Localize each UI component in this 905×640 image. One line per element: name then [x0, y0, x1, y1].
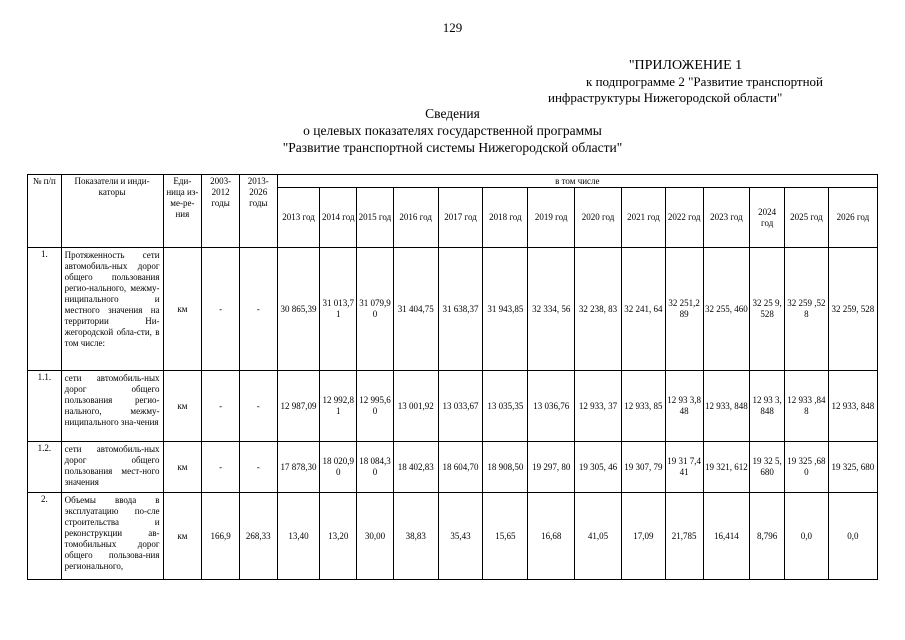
row-period-2013-2026: - [239, 371, 277, 442]
header-period-2013-2026: 2013-2026 годы [239, 175, 277, 248]
header-year: 2017 год [438, 188, 483, 248]
row-number: 1.2. [28, 442, 62, 493]
table-row [28, 493, 878, 580]
row-year-value: 12 933, 37 [575, 371, 622, 442]
header-year: 2019 год [528, 188, 575, 248]
header-year: 2018 год [483, 188, 528, 248]
row-number: 2. [28, 493, 62, 580]
row-unit: км [163, 493, 202, 580]
header-including: в том числе [277, 175, 877, 188]
row-indicator-name: сети автомобиль-ных дорог общего пользования мест-ного значения [61, 442, 163, 493]
header-year: 2022 год [665, 188, 703, 248]
row-number: 1. [28, 248, 62, 371]
header-number: № п/п [28, 175, 62, 248]
row-year-value: 32 25 9,528 [750, 248, 785, 371]
row-year-value: 19 325, 680 [828, 442, 877, 493]
heading-line-3: "Развитие транспортной системы Нижегородской области" [282, 140, 623, 155]
heading-line-1: Сведения [425, 106, 480, 121]
header-indicator: Показатели и инди-каторы [61, 175, 163, 248]
row-year-value: 32 334, 56 [528, 248, 575, 371]
row-year-value: 12 93 3,848 [750, 371, 785, 442]
row-unit: км [163, 371, 202, 442]
row-year-value: 18 908,50 [483, 442, 528, 493]
row-year-value: 0,0 [785, 493, 829, 580]
appendix-caption [548, 58, 823, 106]
row-year-value: 30,00 [357, 493, 394, 580]
appendix-subtitle-line2: инфраструктуры Нижегородской области" [548, 90, 783, 105]
row-indicator-name: сети автомобиль-ных дорог общего пользования регио-нального, межму-ниципального зна-чения [61, 371, 163, 442]
header-year: 2015 год [357, 188, 394, 248]
header-year: 2013 год [277, 188, 320, 248]
row-year-value: 12 933, 848 [703, 371, 750, 442]
row-year-value: 19 297, 80 [528, 442, 575, 493]
row-year-value: 8,796 [750, 493, 785, 580]
table-row [28, 248, 878, 371]
header-unit: Еди-ница из-ме-ре-ния [163, 175, 202, 248]
row-year-value: 19 31 7,441 [665, 442, 703, 493]
header-year: 2023 год [703, 188, 750, 248]
row-year-value: 12 995,60 [357, 371, 394, 442]
header-year: 2021 год [621, 188, 665, 248]
row-indicator-name: Объемы ввода в эксплуатацию по-сле строительства и реконструкции ав-томобильных дорог общего пользова-ния регионального, [61, 493, 163, 580]
row-year-value: 19 325 ,680 [785, 442, 829, 493]
row-year-value: 19 305, 46 [575, 442, 622, 493]
row-year-value: 32 241, 64 [621, 248, 665, 371]
row-year-value: 31 079,90 [357, 248, 394, 371]
row-year-value: 19 321, 612 [703, 442, 750, 493]
header-year: 2016 год [393, 188, 438, 248]
row-year-value: 13 035,35 [483, 371, 528, 442]
row-year-value: 17 878,30 [277, 442, 320, 493]
row-year-value: 41,05 [575, 493, 622, 580]
row-year-value: 16,414 [703, 493, 750, 580]
row-period-2013-2026: 268,33 [239, 493, 277, 580]
row-year-value: 32 259 ,528 [785, 248, 829, 371]
row-year-value: 12 992,81 [320, 371, 357, 442]
row-year-value: 38,83 [393, 493, 438, 580]
header-year: 2025 год [785, 188, 829, 248]
row-year-value: 31 638,37 [438, 248, 483, 371]
row-year-value: 18 604,70 [438, 442, 483, 493]
header-year: 2026 год [828, 188, 877, 248]
row-year-value: 18 402,83 [393, 442, 438, 493]
row-period-2003-2012: - [202, 371, 240, 442]
row-year-value: 15,65 [483, 493, 528, 580]
row-year-value: 19 32 5,680 [750, 442, 785, 493]
row-year-value: 18 020,90 [320, 442, 357, 493]
row-year-value: 30 865,39 [277, 248, 320, 371]
row-unit: км [163, 442, 202, 493]
appendix-subtitle-line1: к подпрограмме 2 "Развитие транспортной [586, 74, 823, 89]
row-year-value: 16,68 [528, 493, 575, 580]
row-period-2013-2026: - [239, 442, 277, 493]
row-year-value: 32 238, 83 [575, 248, 622, 371]
row-year-value: 19 307, 79 [621, 442, 665, 493]
row-year-value: 31 404,75 [393, 248, 438, 371]
row-year-value: 17,09 [621, 493, 665, 580]
row-indicator-name: Протяженность сети автомобиль-ных дорог общего пользования регио-нального, межму-ниципального и местного значения на территории Ни-жегородской обла-сти, в том числе: [61, 248, 163, 371]
row-year-value: 31 943,85 [483, 248, 528, 371]
row-year-value: 13,40 [277, 493, 320, 580]
appendix-title: "ПРИЛОЖЕНИЕ 1 [628, 58, 743, 73]
indicators-table [27, 174, 878, 580]
header-year: 2020 год [575, 188, 622, 248]
row-year-value: 13 001,92 [393, 371, 438, 442]
row-year-value: 12 987,09 [277, 371, 320, 442]
table-row [28, 442, 878, 493]
row-year-value: 12 93 3,848 [665, 371, 703, 442]
row-year-value: 0,0 [828, 493, 877, 580]
row-year-value: 32 255, 460 [703, 248, 750, 371]
row-period-2003-2012: 166,9 [202, 493, 240, 580]
row-period-2003-2012: - [202, 248, 240, 371]
row-year-value: 21,785 [665, 493, 703, 580]
header-period-2003-2012: 2003-2012 годы [202, 175, 240, 248]
row-year-value: 13,20 [320, 493, 357, 580]
row-year-value: 13 036,76 [528, 371, 575, 442]
header-year: 2024 год [750, 188, 785, 248]
row-year-value: 18 084,30 [357, 442, 394, 493]
row-year-value: 35,43 [438, 493, 483, 580]
header-year: 2014 год [320, 188, 357, 248]
row-year-value: 32 259, 528 [828, 248, 877, 371]
row-year-value: 12 933, 848 [828, 371, 877, 442]
heading-line-2: о целевых показателях государственной программы [303, 123, 602, 138]
row-period-2003-2012: - [202, 442, 240, 493]
row-unit: км [163, 248, 202, 371]
row-year-value: 13 033,67 [438, 371, 483, 442]
table-row [28, 371, 878, 442]
row-year-value: 31 013,71 [320, 248, 357, 371]
row-number: 1.1. [28, 371, 62, 442]
row-period-2013-2026: - [239, 248, 277, 371]
document-heading [0, 105, 905, 156]
page-number: 129 [442, 20, 463, 35]
row-year-value: 12 933, 85 [621, 371, 665, 442]
row-year-value: 32 251,289 [665, 248, 703, 371]
row-year-value: 12 933 ,848 [785, 371, 829, 442]
